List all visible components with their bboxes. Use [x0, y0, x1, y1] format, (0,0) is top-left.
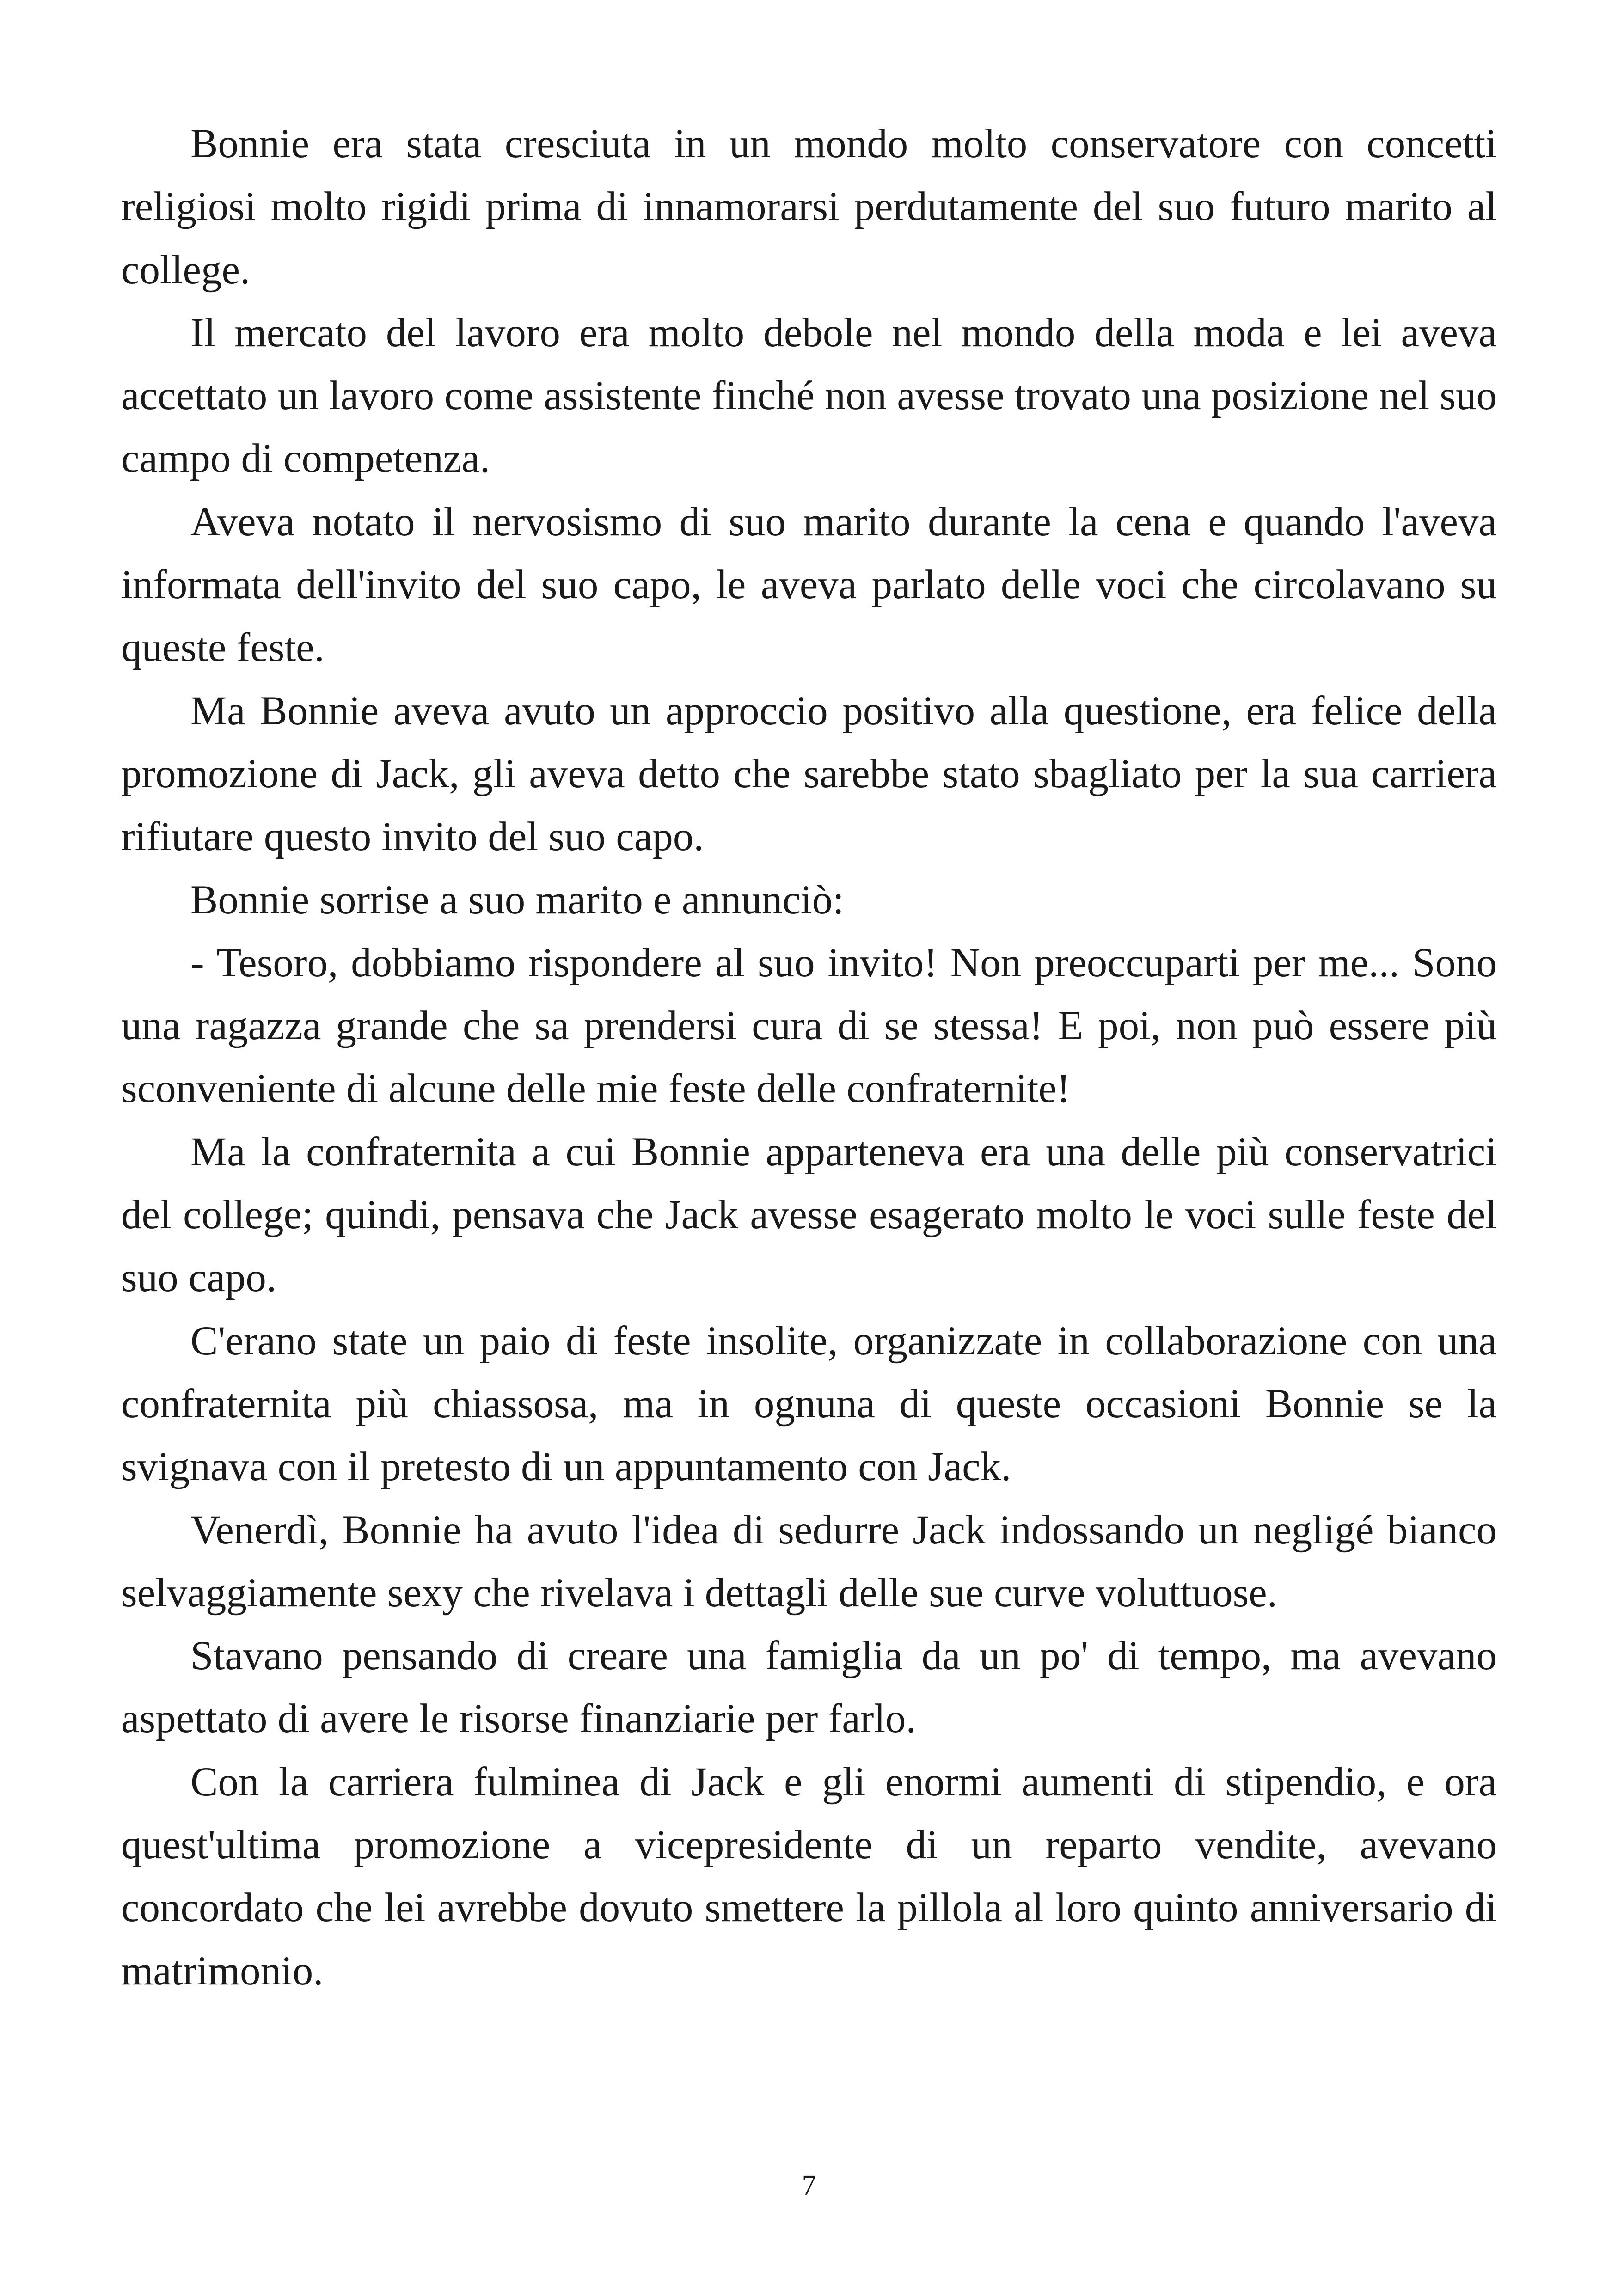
dialogue-paragraph: - Tesoro, dobbiamo rispondere al suo invito! Non preoccuparti per me... Sono una ragazza grande che sa prendersi cura di se stessa! E poi, non può essere più sconveniente di alcune delle mie feste delle confraternite!: [121, 940, 1497, 1112]
body-text: [121, 112, 1497, 2002]
paragraph: Ma Bonnie aveva avuto un approccio positivo alla questione, era felice della promozione di Jack, gli aveva detto che sarebbe stato sbagliato per la sua carriera rifiutare questo invito del suo capo.: [121, 688, 1497, 860]
paragraph: Venerdì, Bonnie ha avuto l'idea di sedurre Jack indossando un negligé bianco selvaggiamente sexy che rivelava i dettagli delle sue curve voluttuose.: [121, 1507, 1497, 1616]
paragraph: C'erano state un paio di feste insolite, organizzate in collaborazione con una confraternita più chiassosa, ma in ognuna di queste occasioni Bonnie se la svignava con il pretesto di un appuntamento con Jack.: [121, 1318, 1497, 1490]
paragraph: Ma la confraternita a cui Bonnie apparteneva era una delle più conservatrici del college; quindi, pensava che Jack avesse esagerato molto le voci sulle feste del suo capo.: [121, 1129, 1497, 1301]
paragraph: Bonnie era stata cresciuta in un mondo molto conservatore con concetti religiosi molto rigidi prima di innamorarsi perdutamente del suo futuro marito al college.: [121, 121, 1497, 293]
paragraph: Aveva notato il nervosismo di suo marito durante la cena e quando l'aveva informata dell'invito del suo capo, le aveva parlato delle voci che circolavano su queste feste.: [121, 499, 1497, 671]
paragraph: Stavano pensando di creare una famiglia da un po' di tempo, ma avevano aspettato di avere le risorse finanziarie per farlo.: [121, 1633, 1497, 1742]
paragraph: Bonnie sorrise a suo marito e annunciò:: [190, 877, 844, 923]
page-number: 7: [802, 2170, 816, 2201]
paragraph: Con la carriera fulminea di Jack e gli enormi aumenti di stipendio, e ora quest'ultima promozione a vicepresidente di un reparto vendite, avevano concordato che lei avrebbe dovuto smettere la pillola al loro quinto anniversario di matrimonio.: [121, 1759, 1497, 1994]
paragraph: Il mercato del lavoro era molto debole nel mondo della moda e lei aveva accettato un lavoro come assistente finché non avesse trovato una posizione nel suo campo di competenza.: [121, 310, 1497, 482]
